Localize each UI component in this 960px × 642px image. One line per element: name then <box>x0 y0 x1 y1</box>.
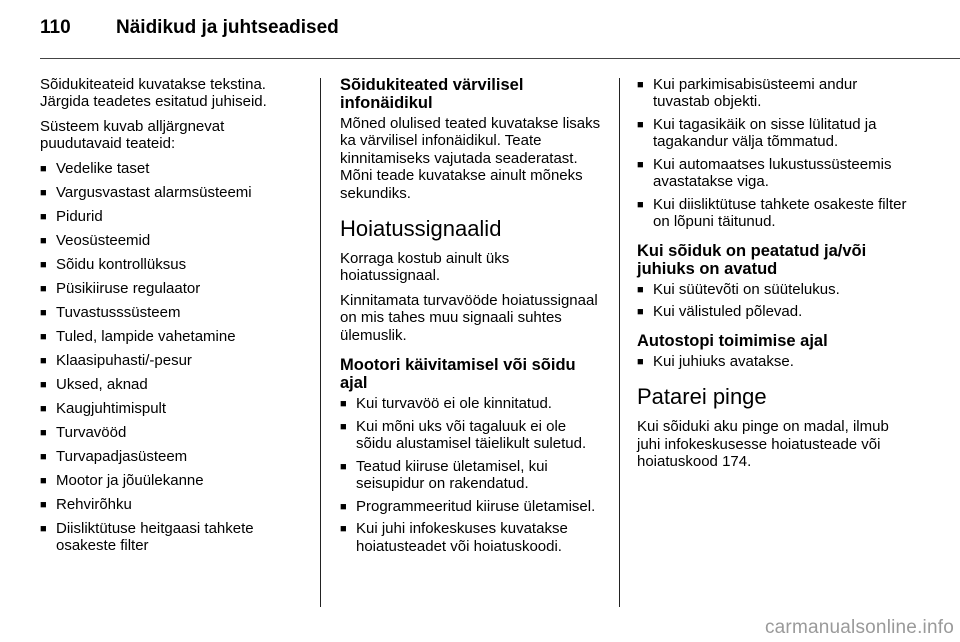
list-item: ■ Mootor ja jõuülekanne <box>40 472 306 489</box>
list-item: ■ Teatud kiiruse ületamisel, kui seisupidur on rakendatud. <box>340 458 605 493</box>
list-item: ■ Pidurid <box>40 208 306 225</box>
heading-vehicle-parked: Kui sõiduk on peatatud ja/või juhiuks on avatud <box>637 241 867 278</box>
list-item: ■ Klaasipuhasti/-pesur <box>40 352 306 369</box>
battery-voltage-paragraph: Kui sõiduki aku pinge on madal, ilmub juhi infokeskusesse hoiatusteade või hoiatuskood 174. <box>637 418 889 471</box>
seatbelt-chime-paragraph: Kinnitamata turvavööde hoiatussignaal on mis tahes muu signaali suhtes ülemuslik. <box>340 291 598 344</box>
list-item: ■ Püsikiiruse regulaator <box>40 280 306 297</box>
list-item: ■ Tuvastusssüsteem <box>40 304 306 321</box>
list-item: ■ Kui parkimisabisüsteemi andur tuvastab objekti. <box>637 76 907 111</box>
list-item: ■ Kui süütevõti on süütelukus. <box>637 281 907 298</box>
continued-list <box>637 76 907 231</box>
list-item: ■ Kaugjuhtimispult <box>40 400 306 417</box>
column-2 <box>340 76 605 560</box>
list-item: ■ Programmeeritud kiiruse ületamisel. <box>340 498 605 515</box>
column-1 <box>40 76 306 561</box>
intro-paragraph: Sõidukiteateid kuvatakse tekstina. Järgida teadetes esitatud juhiseid. <box>40 76 267 111</box>
column-3 <box>637 76 907 477</box>
list-item: ■ Vargusvastast alarmsüsteemi <box>40 184 306 201</box>
list-item: ■ Sõidu kontrollüksus <box>40 256 306 273</box>
section-title: Näidikud ja juhtseadised <box>116 17 339 38</box>
list-item: ■ Tuled, lampide vahetamine <box>40 328 306 345</box>
page-header <box>40 17 339 39</box>
message-topics-list <box>40 160 306 555</box>
list-item: ■ Vedelike taset <box>40 160 306 177</box>
list-item: ■ Kui juhiuks avatakse. <box>637 353 907 370</box>
vehicle-parked-list <box>637 281 907 321</box>
heading-color-display-messages: Sõidukiteated värvilisel infonäidikul <box>340 76 524 112</box>
list-item: ■ Veosüsteemid <box>40 232 306 249</box>
list-item: ■ Kui turvavöö ei ole kinnitatud. <box>340 395 605 412</box>
list-item: ■ Kui tagasikäik on sisse lülitatud ja tagakandur välja tõmmatud. <box>637 116 907 151</box>
list-item: ■ Uksed, aknad <box>40 376 306 393</box>
messages-intro: Süsteem kuvab alljärgnevat puudutavaid teateid: <box>40 117 225 153</box>
list-item: ■ Turvavööd <box>40 424 306 441</box>
header-rule <box>40 58 960 59</box>
engine-start-list <box>340 395 605 555</box>
page-number: 110 <box>40 17 71 38</box>
column-divider-1 <box>320 78 321 607</box>
list-item: ■ Kui välistuled põlevad. <box>637 303 907 320</box>
list-item: ■ Kui juhi infokeskuses kuvatakse hoiatusteadet või hoiatuskoodi. <box>340 520 605 555</box>
warning-chimes-paragraph: Korraga kostub ainult üks hoiatussignaal. <box>340 250 510 285</box>
list-item: ■ Rehvirõhku <box>40 496 306 513</box>
list-item: ■ Kui mõni uks või tagaluuk ei ole sõidu alustamisel täielikult suletud. <box>340 418 605 453</box>
list-item: ■ Diisliktütuse heitgaasi tahkete osakeste filter <box>40 520 306 555</box>
color-display-paragraph: Mõned olulised teated kuvatakse lisaks ka värvilisel infonäidikul. Teate kinnitamiseks vajutada seaderatast. Mõni teade kuvatakse ainult mõneks sekundiks. <box>340 115 601 202</box>
heading-autostop: Autostopi toimimise ajal <box>637 331 828 350</box>
heading-engine-start-driving: Mootori käivitamisel või sõidu ajal <box>340 356 576 393</box>
autostop-list <box>637 353 907 370</box>
list-item: ■ Kui diisliktütuse tahkete osakeste filter on lõpuni täitunud. <box>637 196 907 231</box>
heading-battery-voltage: Patarei pinge <box>637 384 767 410</box>
column-divider-2 <box>619 78 620 607</box>
list-item: ■ Kui automaatses lukustussüsteemis avastatakse viga. <box>637 156 907 191</box>
list-item: ■ Turvapadjasüsteem <box>40 448 306 465</box>
heading-warning-chimes: Hoiatussignaalid <box>340 216 502 242</box>
watermark: carmanualsonline.info <box>764 617 954 638</box>
